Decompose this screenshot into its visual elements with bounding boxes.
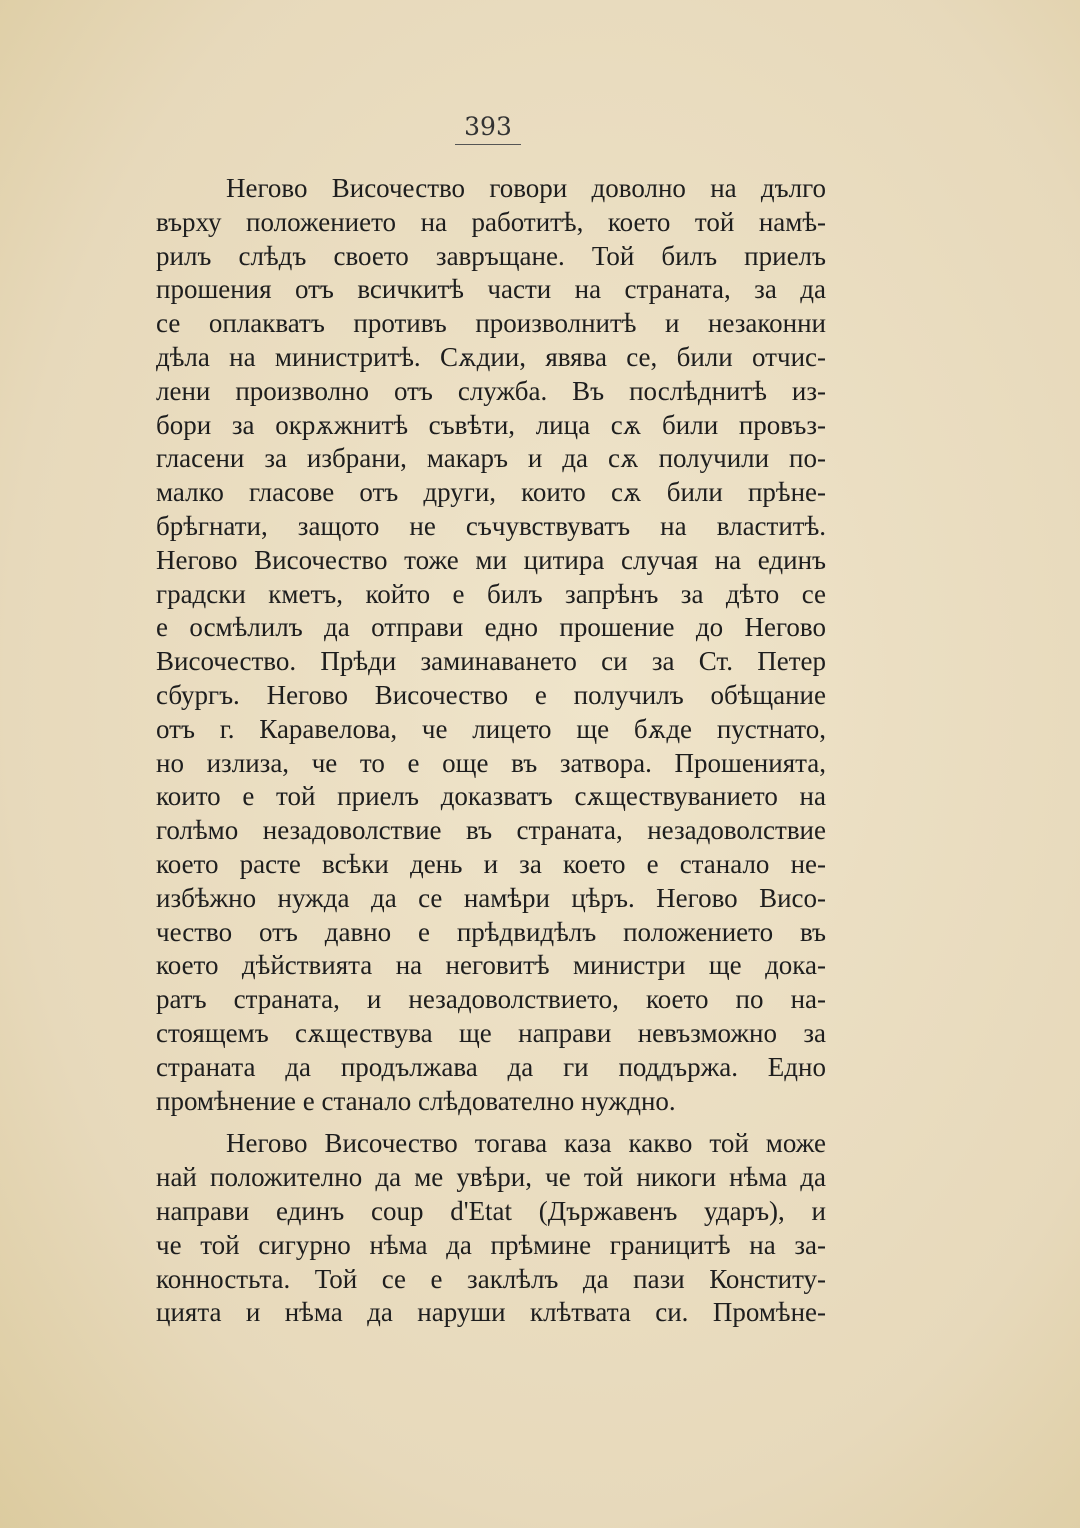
text-line: бори за окрѫжнитѣ съвѣти, лица сѫ били провъз-	[156, 409, 826, 440]
text-line: които е той приелъ доказватъ сѫществуванието на	[156, 781, 826, 812]
text-line: брѣгнати, защото не съчувствуватъ на властитѣ.	[156, 510, 826, 541]
text-line: стоящемъ сѫществува ще направи невъзможно за	[156, 1017, 826, 1048]
text-line: промѣнение е станало слѣдователно нуждно.	[156, 1085, 676, 1116]
page-number: 393	[464, 112, 512, 141]
paragraph	[156, 1127, 826, 1330]
text-line: което расте всѣки день и за което е станало не-	[156, 848, 826, 879]
text-line: се оплакватъ противъ произволнитѣ и незаконни	[156, 308, 826, 339]
text-line: градски кметъ, който е билъ запрѣнъ за дѣто се	[156, 578, 826, 609]
text-line: е осмѣлилъ да отправи едно прошение до Негово	[156, 612, 826, 643]
text-line: чество отъ давно е прѣдвидѣлъ положението въ	[156, 916, 826, 947]
text-line: върху положението на работитѣ, което той намѣ-	[156, 206, 826, 237]
page-number-rule	[455, 144, 521, 145]
text-line: лени произволно отъ служба. Въ послѣднитѣ из-	[156, 375, 826, 406]
text-line: страната да продължава да ги поддържа. Едно	[156, 1051, 826, 1082]
text-line: конностьта. Той се е заклѣлъ да пази Конститу-	[156, 1263, 826, 1294]
text-line: сбургъ. Негово Височество е получилъ обѣщание	[156, 679, 826, 710]
text-line: малко гласове отъ други, които сѫ били прѣне-	[156, 477, 826, 508]
text-line: избѣжно нужда да се намѣри цѣръ. Негово Висо-	[156, 882, 826, 913]
text-line: дѣла на министритѣ. Сѫдии, явява се, били отчис-	[156, 341, 826, 372]
text-line: голѣмо незадоволствие въ страната, незадоволствие	[156, 815, 826, 846]
text-line: направи единъ coup d'Etat (Държавенъ ударъ), и	[156, 1195, 826, 1226]
paragraph	[156, 172, 826, 1118]
text-line: рилъ слѣдъ своето завръщане. Той билъ приелъ	[156, 240, 826, 271]
text-line: ратъ страната, и незадоволствието, което по на-	[156, 984, 826, 1015]
text-line: най положително да ме увѣри, че той никоги нѣма да	[156, 1162, 826, 1193]
body-text	[156, 172, 826, 1330]
text-line: че той сигурно нѣма да прѣмине границитѣ на за-	[156, 1229, 826, 1260]
text-line: но излиза, че то е още въ затвора. Прошенията,	[156, 747, 826, 778]
text-line: Негово Височество тоже ми цитира случая на единъ	[156, 544, 826, 575]
text-line: гласени за избрани, макаръ и да сѫ получили по-	[156, 443, 826, 474]
text-line: прошения отъ всичкитѣ части на страната, за да	[156, 274, 826, 305]
text-line: Височество. Прѣди заминаването си за Ст. Петер	[156, 646, 826, 677]
text-line: което дѣйствията на неговитѣ министри ще дока-	[156, 950, 826, 981]
text-line: Негово Височество тогава каза какво той може	[226, 1128, 826, 1159]
text-line: Негово Височество говори доволно на дълго	[226, 173, 826, 203]
text-line: отъ г. Каравелова, че лицето ще бѫде пустнато,	[156, 713, 826, 744]
text-line: цията и нѣма да наруши клѣтвата си. Промѣне-	[156, 1297, 826, 1328]
